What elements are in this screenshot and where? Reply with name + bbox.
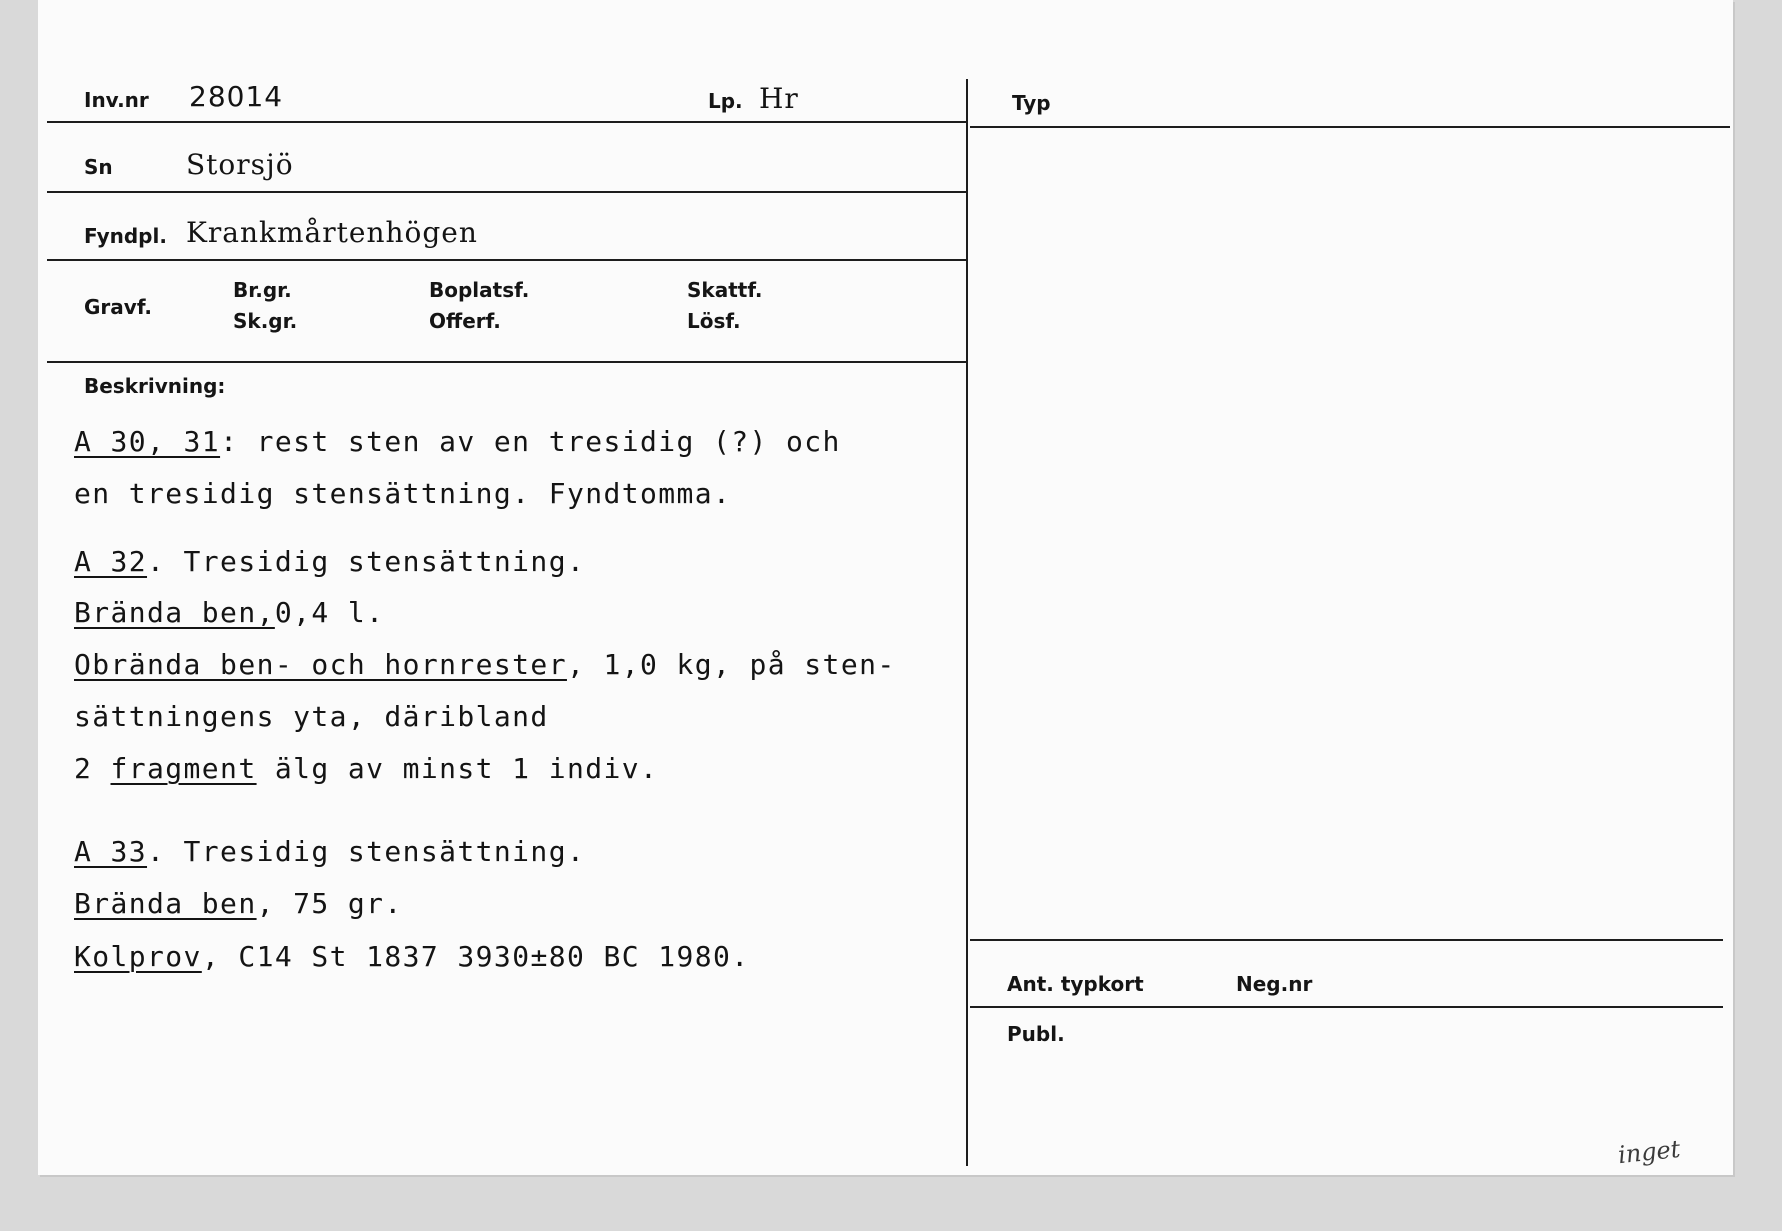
desc-ref-a32: A 32	[74, 545, 148, 578]
inv-nr-label: Inv.nr	[84, 88, 149, 112]
rule-ant	[970, 1006, 1723, 1008]
fyndpl-value: Krankmårtenhögen	[186, 216, 478, 249]
desc-line-5	[74, 648, 896, 681]
sn-label: Sn	[84, 155, 113, 179]
desc-line-2: en tresidig stensättning. Fyndtomma.	[74, 477, 732, 510]
publ-label: Publ.	[1007, 1022, 1065, 1046]
boplatsf-label: Boplatsf.	[429, 278, 530, 302]
desc-line-1	[74, 425, 841, 458]
lp-value: Hr	[759, 82, 799, 115]
desc-brenda-ben-2: Brända ben	[74, 887, 257, 920]
skgr-label: Sk.gr.	[233, 309, 298, 333]
desc-ref-a30-31: A 30, 31	[74, 425, 221, 458]
desc-ref-a33: A 33	[74, 835, 148, 868]
neg-nr-label: Neg.nr	[1236, 972, 1313, 996]
desc-line-3	[74, 545, 585, 578]
desc-text-3: . Tresidig stensättning.	[147, 545, 586, 578]
rule-inv	[47, 121, 966, 123]
sn-value: Storsjö	[186, 148, 294, 181]
rule-type-area	[970, 939, 1723, 941]
desc-text-9: , 75 gr.	[256, 887, 403, 920]
column-divider	[966, 79, 968, 1166]
rule-sn	[47, 191, 966, 193]
fyndpl-label: Fyndpl.	[84, 224, 167, 248]
gravf-label: Gravf.	[84, 295, 153, 319]
desc-text-7c: älg av minst 1 indiv.	[256, 752, 659, 785]
desc-text-4: 0,4 l.	[274, 596, 385, 629]
desc-text-8: . Tresidig stensättning.	[147, 835, 586, 868]
desc-text-1: : rest sten av en tresidig (?) och	[220, 425, 841, 458]
desc-text-5: , 1,0 kg, på sten-	[566, 648, 896, 681]
desc-line-9	[74, 887, 403, 920]
desc-line-6: sättningens yta, däribland	[74, 700, 549, 733]
desc-line-4	[74, 596, 384, 629]
brgr-label: Br.gr.	[233, 278, 292, 302]
desc-line-7	[74, 752, 658, 785]
desc-line-8	[74, 835, 585, 868]
desc-text-7a: 2	[74, 752, 111, 785]
desc-kolprov: Kolprov	[74, 940, 202, 973]
desc-line-10	[74, 940, 750, 973]
desc-fragment: fragment	[110, 752, 257, 785]
beskrivning-label: Beskrivning:	[84, 374, 226, 398]
lp-label: Lp.	[708, 89, 743, 113]
rule-fyndpl	[47, 259, 966, 261]
desc-obranda-ben: Obrända ben- och hornrester	[74, 648, 567, 681]
inv-nr-value: 28014	[189, 80, 284, 113]
handwritten-note: inget	[1616, 1134, 1682, 1170]
rule-gravf	[47, 361, 966, 363]
skattf-label: Skattf.	[687, 278, 763, 302]
desc-brenda-ben-1: Brända ben,	[74, 596, 275, 629]
desc-text-10: , C14 St 1837 3930±80 BC 1980.	[201, 940, 750, 973]
offerf-label: Offerf.	[429, 309, 501, 333]
ant-typkort-label: Ant. typkort	[1007, 972, 1144, 996]
rule-typ	[970, 126, 1730, 128]
losf-label: Lösf.	[687, 309, 741, 333]
typ-label: Typ	[1012, 91, 1051, 115]
